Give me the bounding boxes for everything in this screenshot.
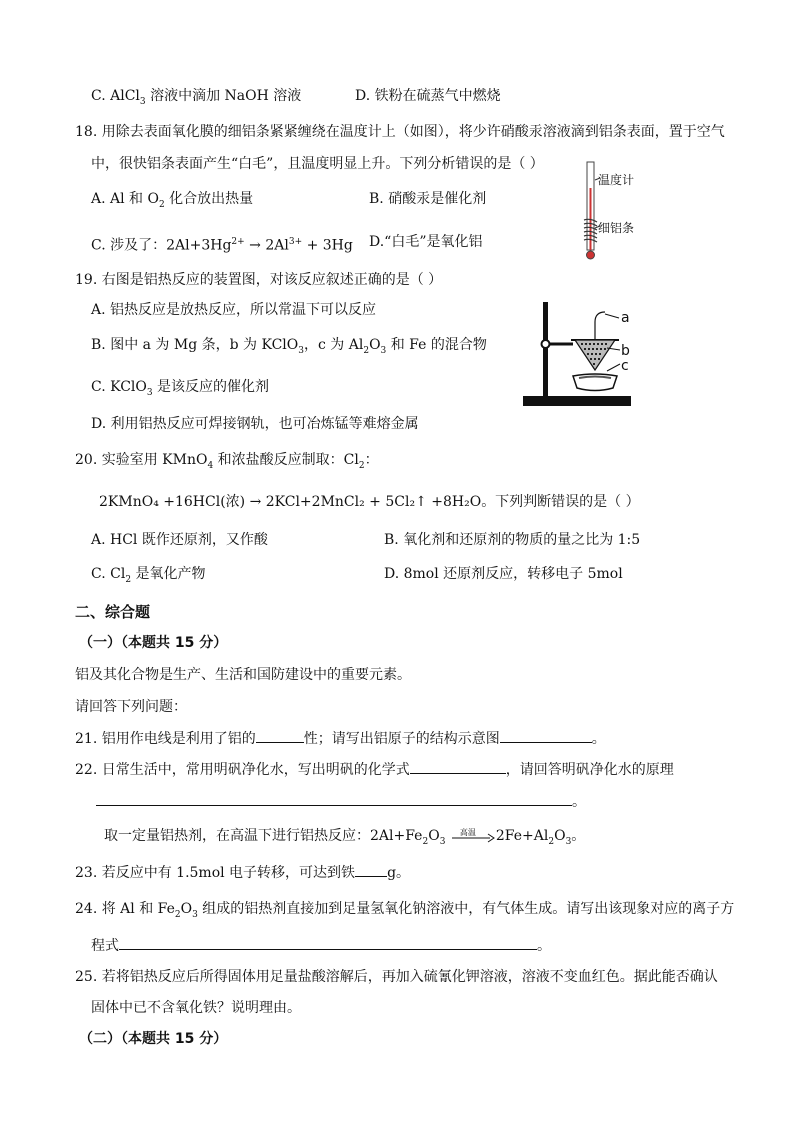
q24-line2: 程式 。 (91, 935, 551, 956)
section2-title: 二、综合题 (75, 603, 151, 621)
part2-heading: （二）（本题共 15 分） (79, 1031, 228, 1047)
q21: 21. 铝用作电线是利用了铝的 性；请写出铝原子的结构示意图 。 (75, 728, 606, 749)
apparatus-label-c: c (621, 358, 629, 374)
part1-heading: （一）（本题共 15 分） (79, 635, 228, 651)
high-temp-arrow: 高温 (450, 829, 496, 843)
q20-equation: 2KMnO₄ +16HCl(浓) → 2KCl+2MnCl₂ + 5Cl₂↑ +8H₂O。下列判断错误的是（ ） (99, 494, 640, 510)
q18-option-c: C. 涉及了：$2Al+3Hg^{2+} \to 2Al^{3+} + 3Hg$ (91, 237, 353, 254)
q25-line1: 25. 若将铝热反应后所得固体用足量盐酸溶解后，再加入硫氰化钾溶液，溶液不变血红色。据此能否确认 (75, 969, 718, 985)
q18-option-b: B. 硝酸汞是催化剂 (369, 191, 487, 207)
q19-stem: 19. 右图是铝热反应的装置图，对该反应叙述正确的是（ ） (75, 272, 443, 288)
thermometer-bulb (587, 251, 595, 259)
q19-option-c: C. KClO$_3$ 是该反应的催化剂 (91, 379, 270, 398)
q19-option-a: A. 铝热反应是放热反应，所以常温下可以反应 (91, 302, 377, 318)
q18-stem-line1: 18. 用除去表面氧化膜的细铝条紧紧缠绕在温度计上（如图），将少许硝酸汞溶液滴到铝条表面，置于空气 (75, 124, 725, 140)
q20-option-c: C. $Cl_2$ 是氧化产物 (91, 566, 206, 585)
q20-stem: 20. 实验室用 KMnO$_4$ 和浓盐酸反应制取：$Cl_2$： (75, 452, 379, 471)
q21-blank-structure[interactable] (500, 728, 592, 743)
q22-blank-formula[interactable] (410, 759, 506, 774)
q18-option-a: A. Al 和 $O_2$ 化合放出热量 (91, 191, 254, 210)
magnesium-strip (595, 312, 605, 340)
prompt-text: 请回答下列问题： (75, 699, 187, 715)
q19-option-d: D. 利用铝热反应可焊接钢轨，也可冶炼锰等难熔金属 (91, 416, 419, 432)
q22-blank-principle[interactable] (96, 791, 572, 806)
apparatus-label-b: b (621, 343, 630, 359)
thermite-reaction: 取一定量铝热剂，在高温下进行铝热反应：$2Al+Fe_2O_3$ 高温 $2Fe+Al_2O_3$。 (104, 828, 586, 847)
q22-line1: 22. 日常生活中，常用明矾净化水，写出明矾的化学式 ，请回答明矾净化水的原理 (75, 759, 674, 780)
q21-blank-property[interactable] (256, 728, 304, 743)
q20-option-d: D. 8mol 还原剂反应，转移电子 5mol (384, 566, 623, 582)
q24-blank-ionic-equation[interactable] (119, 935, 537, 950)
q20-option-b: B. 氧化剂和还原剂的物质的量之比为 1:5 (384, 532, 641, 548)
q17-option-d: D. 铁粉在硫蒸气中燃烧 (355, 88, 501, 104)
thermite-apparatus-figure (521, 298, 636, 411)
apparatus-label-a: a (621, 310, 630, 326)
q23-blank-iron-mass[interactable] (355, 862, 387, 877)
aluminium-wire-label: 细铝条 (598, 221, 635, 235)
q25-line2: 固体中已不含氧化铁？说明理由。 (91, 1000, 301, 1016)
q18-option-d: D.“白毛”是氧化铝 (369, 234, 483, 250)
intro-text: 铝及其化合物是生产、生活和国防建设中的重要元素。 (75, 667, 411, 683)
q22-line2: 。 (96, 791, 586, 812)
q17-option-c: C. AlCl$_3$ 溶液中滴加 NaOH 溶液 (91, 88, 302, 107)
q23: 23. 若反应中有 1.5mol 电子转移，可达到铁 g。 (75, 862, 410, 883)
thermometer-label: 温度计 (598, 173, 635, 187)
q19-option-b: B. 图中 a 为 Mg 条，b 为 KClO$_3$，c 为 $Al_2O_3$ 和 Fe 的混合物 (91, 337, 487, 356)
q24-line1: 24. 将 Al 和 $Fe_2O_3$ 组成的铝热剂直接加到足量氢氧化钠溶液中，有气体生成。请写出该现象对应的离子方 (75, 901, 735, 920)
q18-stem-line2: 中，很快铝条表面产生“白毛”，且温度明显上升。下列分析错误的是（ ） (91, 156, 544, 172)
q20-option-a: A. HCl 既作还原剂，又作酸 (91, 532, 268, 548)
stand-base (523, 396, 631, 406)
